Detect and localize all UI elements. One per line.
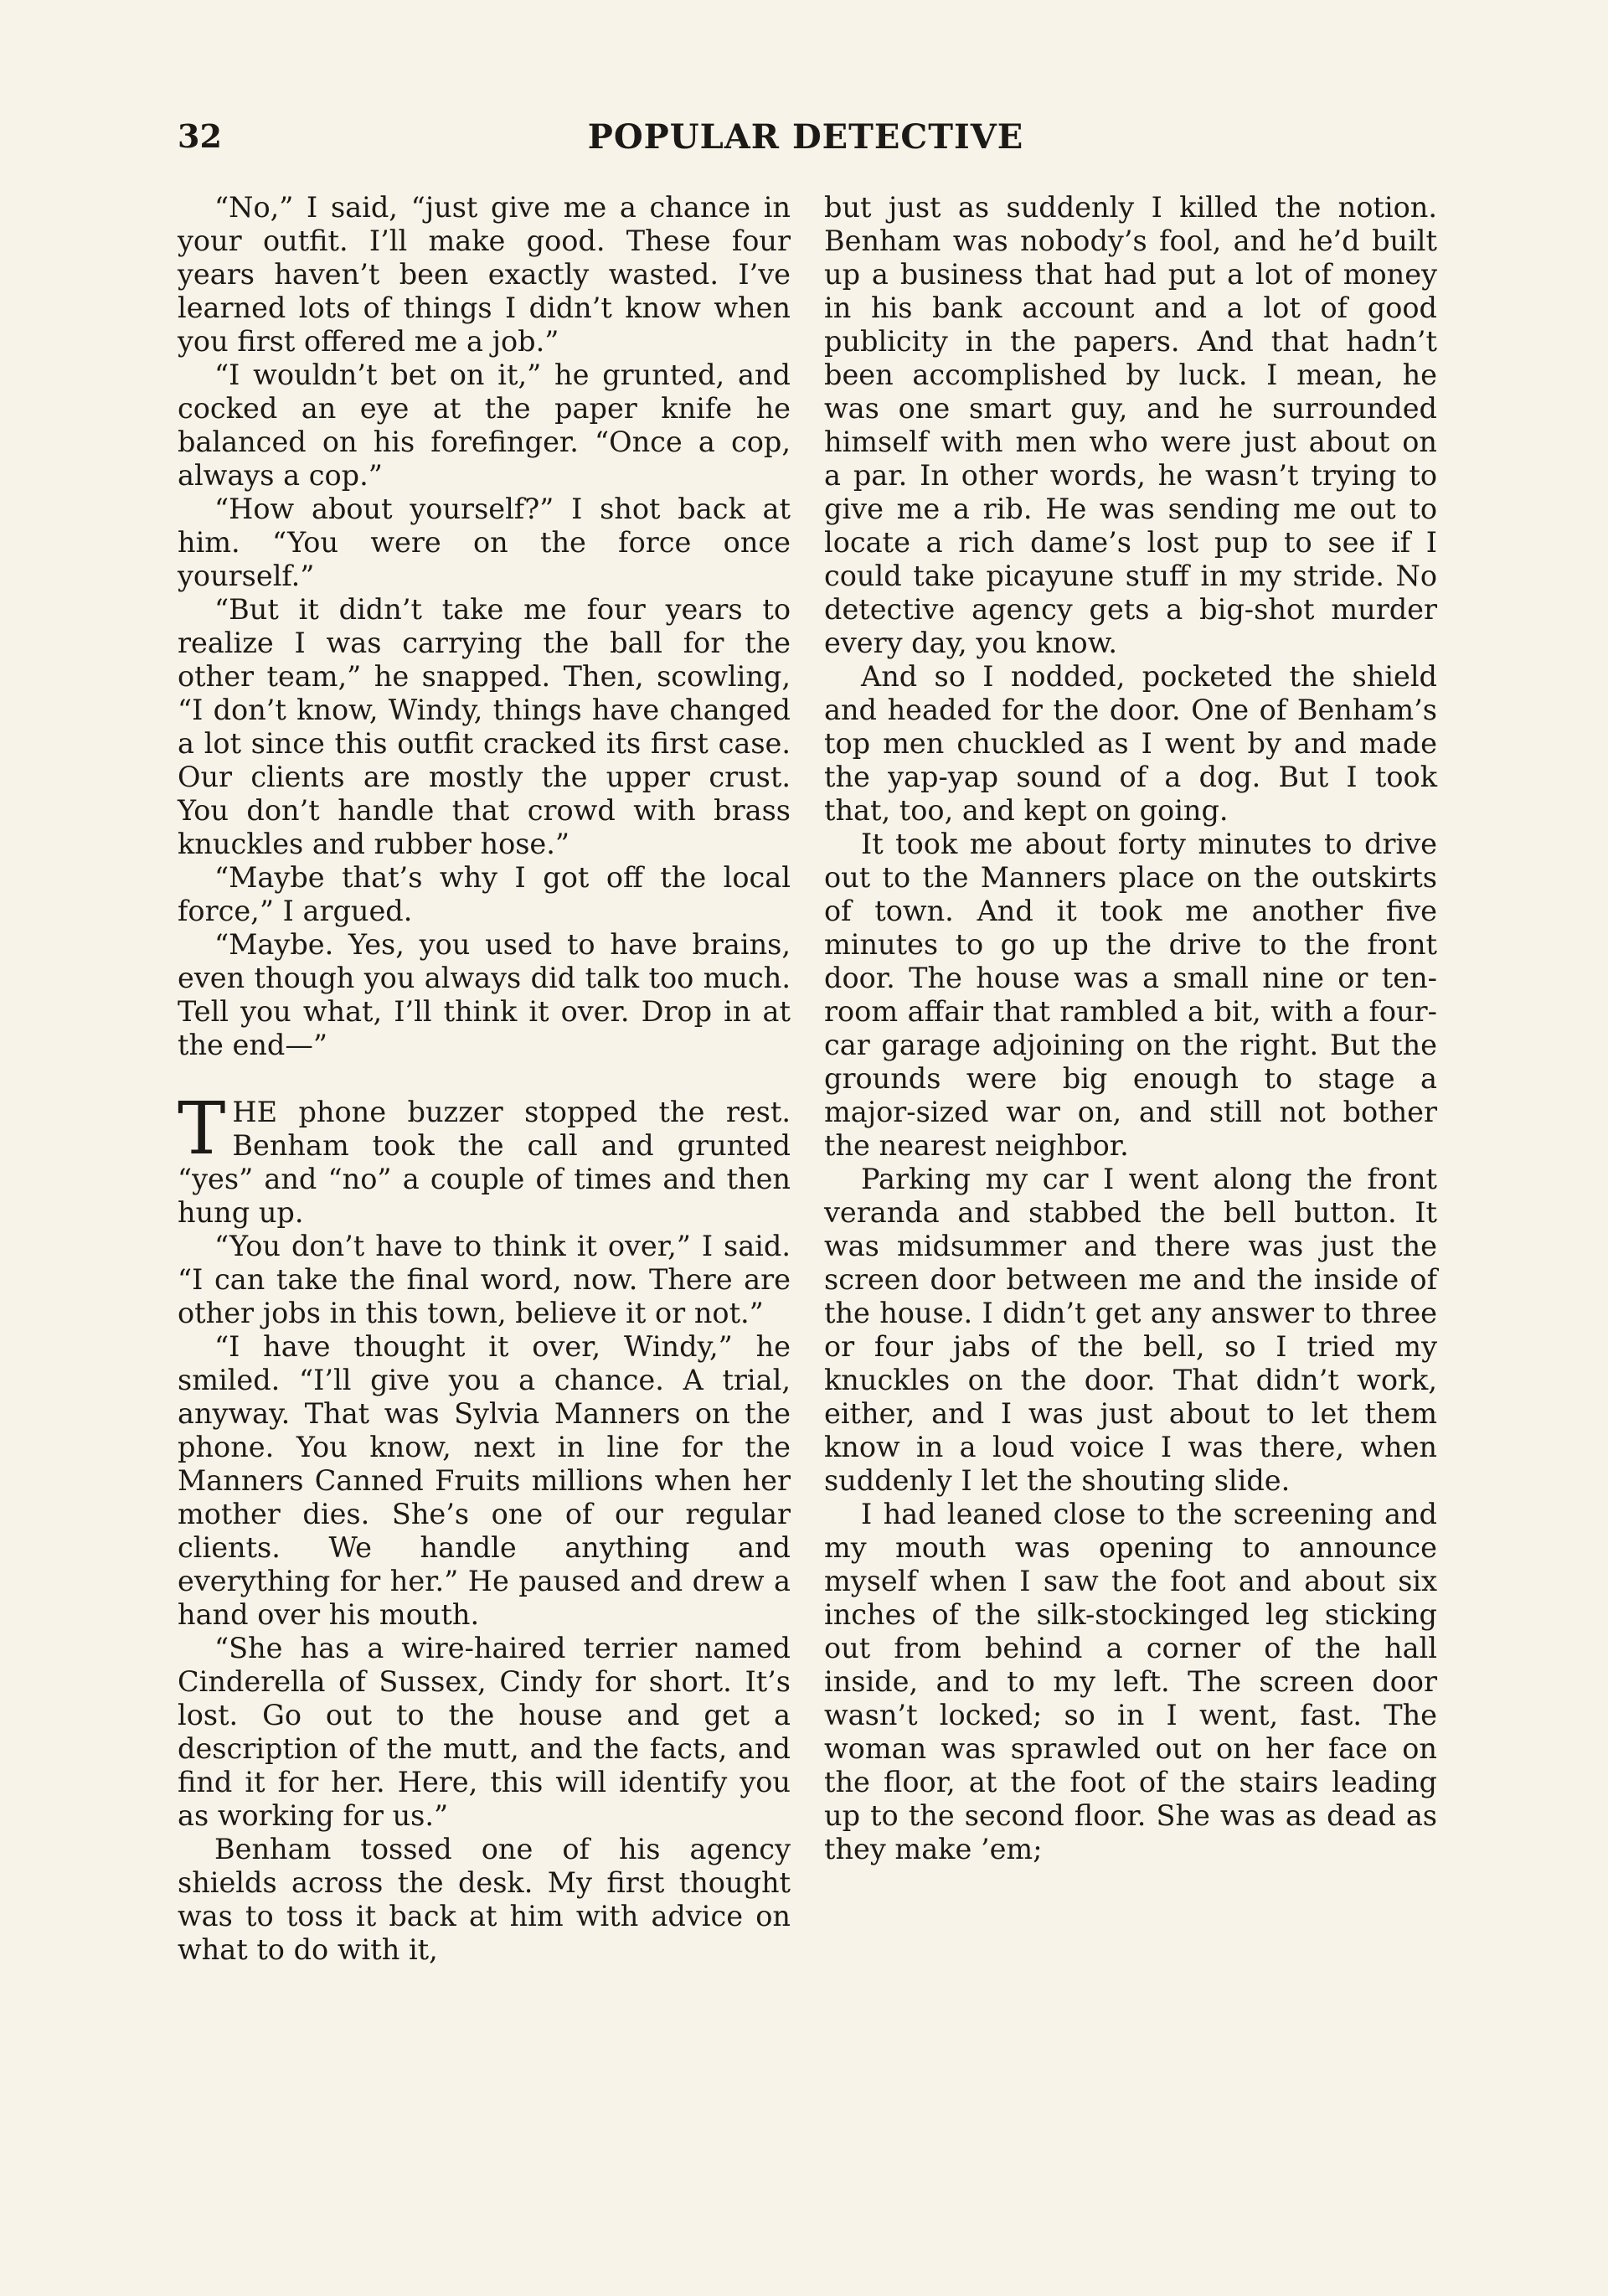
running-title: POPULAR DETECTIVE	[587, 117, 1024, 157]
paragraph: “But it didn’t take me four years to realize I was carrying the ball for the other team,” he snapped. Then, scowling, “I don’t know, Windy, things have changed a lot since this outfit cracked its first case. Our clients are mostly the upper crust. You don’t handle that crowd with brass knuckles and rubber hose.”	[178, 593, 791, 860]
paragraph: “I have thought it over, Windy,” he smiled. “I’ll give you a chance. A trial, anyway. That was Sylvia Manners on the phone. You know, next in line for the Manners Canned Fruits millions when her mother dies. She’s one of our regular clients. We handle anything and everything for her.” He paused and drew a hand over his mouth.	[178, 1330, 791, 1631]
paragraph: I had leaned close to the screening and my mouth was opening to announce myself when I saw the foot and about six inches of the silk-stockinged leg sticking out from behind a corner of the hall inside, and to my left. The screen door wasn’t locked; so in I went, fast. The woman was sprawled out on her face on the floor, at the foot of the stairs leading up to the second floor. She was as dead as they make ’em;	[824, 1498, 1437, 1865]
paragraph: “How about yourself?” I shot back at him. “You were on the force once yourself.”	[178, 493, 791, 592]
page-header	[178, 117, 1434, 168]
continued-paragraph: but just as suddenly I killed the notion. Benham was nobody’s fool, and he’d built up a business that had put a lot of money in his bank account and a lot of good publicity in the papers. And that hadn’t been accomplished by luck. I mean, he was one smart guy, and he surrounded himself with men who were just about on a par. In other words, he wasn’t trying to give me a rib. He was sending me out to locate a rich dame’s lost pup to see if I could take picayune stuff in my stride. No detective agency gets a big-shot murder every day, you know.	[824, 191, 1437, 659]
drop-cap: T	[178, 1087, 226, 1171]
paragraph: Parking my car I went along the front veranda and stabbed the bell button. It was midsummer and there was just the screen door between me and the inside of the house. I didn’t get any answer to three or four jabs of the bell, so I tried my knuckles on the door. That didn’t work, either, and I was just about to let them know in a loud voice I was there, when suddenly I let the shouting slide.	[824, 1163, 1437, 1497]
paragraph: “No,” I said, “just give me a chance in your outfit. I’ll make good. These four years haven’t been exactly wasted. I’ve learned lots of things I didn’t know when you first offered me a job.”	[178, 191, 791, 358]
paragraph: “She has a wire-haired terrier named Cinderella of Sussex, Cindy for short. It’s lost. Go out to the house and get a description of the mutt, and the facts, and find it for her. Here, this will identify you as working for us.”	[178, 1632, 791, 1832]
left-column	[178, 191, 791, 1967]
right-column	[824, 191, 1437, 1866]
page-number: 32	[178, 117, 222, 155]
dropcap-paragraph	[178, 1087, 791, 1230]
section-break	[178, 1062, 791, 1096]
paragraph: And so I nodded, pocketed the shield and headed for the door. One of Benham’s top men chuckled as I went by and made the yap-yap sound of a dog. But I took that, too, and kept on going.	[824, 660, 1437, 827]
paragraph: “Maybe. Yes, you used to have brains, even though you always did talk too much. Tell you what, I’ll think it over. Drop in at the end—”	[178, 928, 791, 1061]
paragraph: It took me about forty minutes to drive out to the Manners place on the outskirts of town. And it took me another five minutes to go up the drive to the front door. The house was a small nine or ten-room affair that rambled a bit, with a four-car garage adjoining on the right. But the grounds were big enough to stage a major-sized war on, and still not bother the nearest neighbor.	[824, 828, 1437, 1162]
paragraph: “I wouldn’t bet on it,” he grunted, and cocked an eye at the paper knife he balanced on his forefinger. “Once a cop, always a cop.”	[178, 359, 791, 492]
paragraph: “Maybe that’s why I got off the local force,” I argued.	[178, 861, 791, 927]
paragraph: “You don’t have to think it over,” I said. “I can take the final word, now. There are other jobs in this town, believe it or not.”	[178, 1230, 791, 1329]
dropcap-paragraph-text: HE phone buzzer stopped the rest. Benham took the call and grunted “yes” and “no” a couple of times and then hung up.	[178, 1096, 791, 1229]
paragraph: Benham tossed one of his agency shields across the desk. My first thought was to toss it back at him with advice on what to do with it,	[178, 1833, 791, 1966]
